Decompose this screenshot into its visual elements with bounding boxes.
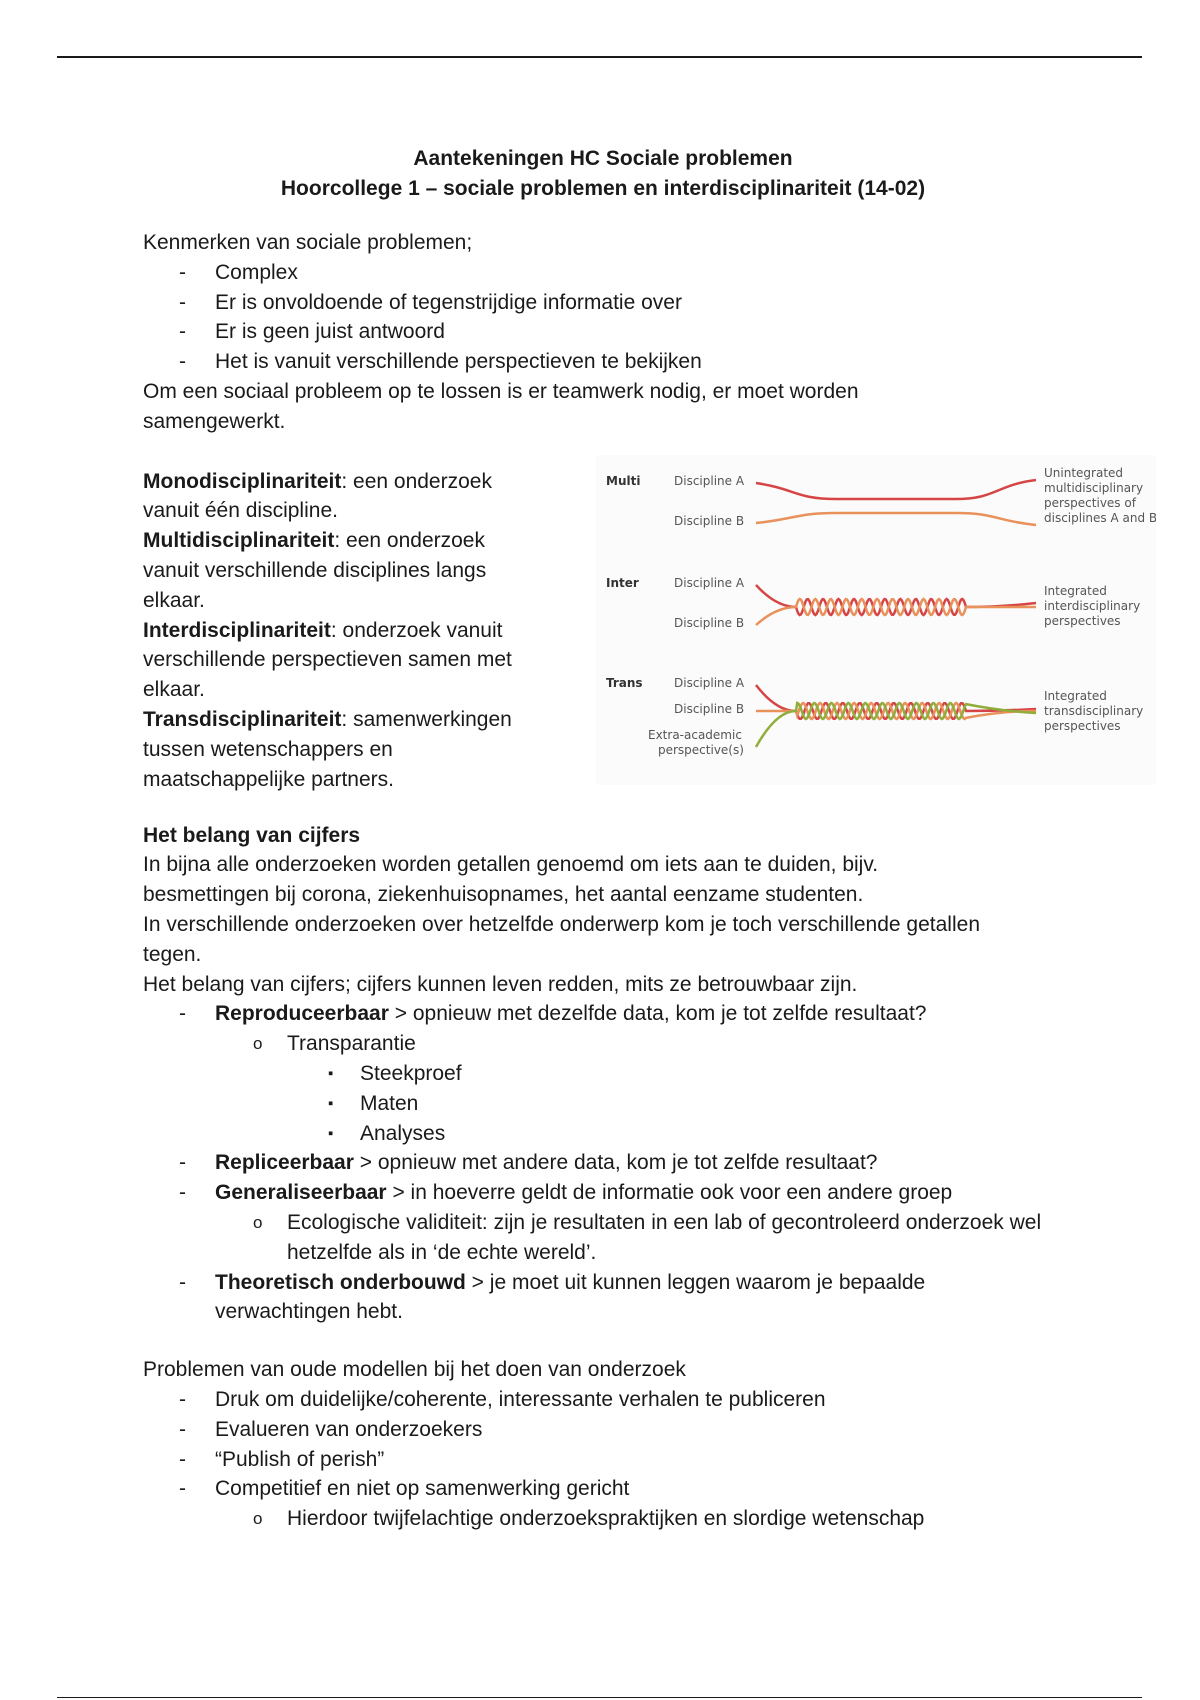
list-item: o Ecologische validiteit: zijn je resultaten in een lab of gecontroleerd onderzoek wel hetzelfde als in ‘de echte wereld’.: [253, 1210, 1042, 1264]
kenmerken-outro: Om een sociaal probleem op te lossen is er teamwerk nodig, er moet worden samengewerkt.: [143, 379, 859, 433]
document-title: [103, 144, 1103, 204]
row-label-trans: Trans: [606, 675, 643, 690]
list-item: - Het is vanuit verschillende perspectieven te bekijken: [179, 350, 702, 374]
trans-disc-a: Discipline A: [674, 675, 745, 690]
kenmerken-list: [143, 258, 1063, 377]
list-item: - Reproduceerbaar > opnieuw met dezelfde data, kom je tot zelfde resultaat?: [179, 1002, 927, 1026]
trans-out-3: perspectives: [1044, 718, 1121, 733]
problemen-list: [143, 1385, 1063, 1534]
inter-disc-a: Discipline A: [674, 575, 745, 590]
cijfers-paragraph-2: In verschillende onderzoeken over hetzelfde onderwerp kom je toch verschillende getallen tegen.: [143, 912, 980, 966]
multi-out-3: perspectives of: [1044, 495, 1136, 510]
list-item: - Druk om duidelijke/coherente, interessante verhalen te publiceren: [179, 1387, 826, 1411]
top-rule: [57, 56, 1142, 58]
multi-out-4: disciplines A and B: [1044, 510, 1156, 525]
definition-inter: Interdisciplinariteit: onderzoek vanuit verschillende perspectieven samen met elkaar.: [143, 618, 512, 702]
trans-extra-2: perspective(s): [658, 742, 744, 757]
bottom-rule: [57, 1697, 1142, 1698]
list-item: - “Publish of perish”: [179, 1447, 385, 1471]
trans-out-1: Integrated: [1044, 688, 1107, 703]
cijfers-paragraph-3: Het belang van cijfers; cijfers kunnen leven redden, mits ze betrouwbaar zijn.: [143, 972, 858, 996]
list-item: ▪ Analyses: [328, 1121, 446, 1145]
multi-out-2: multidisciplinary: [1044, 480, 1144, 495]
definitions-list: [143, 467, 543, 795]
list-item: - Repliceerbaar > opnieuw met andere data, kom je tot zelfde resultaat?: [179, 1151, 878, 1175]
list-item: - Er is geen juist antwoord: [179, 320, 445, 344]
problemen-heading: Problemen van oude modellen bij het doen van onderzoek: [143, 1358, 686, 1382]
definition-multi: Multidisciplinariteit: een onderzoek vanuit verschillende disciplines langs elkaar.: [143, 529, 487, 612]
list-item: ▪ Maten: [328, 1091, 419, 1115]
list-item: ▪ Steekproef: [328, 1061, 462, 1085]
document-body: [143, 144, 1156, 1534]
trans-extra-1: Extra-academic: [648, 727, 742, 742]
cijfers-paragraph-1: In bijna alle onderzoeken worden getallen genoemd om iets aan te duiden, bijv. besmettingen bij corona, ziekenhuisopnames, het aantal eenzame studenten.: [143, 853, 879, 907]
list-item: - Competitief en niet op samenwerking gericht: [179, 1477, 630, 1501]
multi-out-1: Unintegrated: [1044, 465, 1124, 480]
list-item: - Generaliseerbaar > in hoeverre geldt de informatie ook voor een andere groep: [179, 1181, 953, 1205]
list-item: o Transparantie: [253, 1032, 416, 1056]
multi-disc-b: Discipline B: [674, 513, 745, 528]
kenmerken-intro: Kenmerken van sociale problemen;: [143, 231, 473, 254]
disciplinarity-diagram-svg: [596, 455, 1156, 785]
multi-disc-a: Discipline A: [674, 473, 745, 488]
row-label-multi: Multi: [606, 473, 641, 488]
row-label-inter: Inter: [606, 575, 639, 590]
definition-mono: Monodisciplinariteit: een onderzoek vanuit één discipline.: [143, 469, 492, 523]
list-item: - Theoretisch onderbouwd > je moet uit kunnen leggen waarom je bepaalde verwachtingen hebt.: [179, 1270, 926, 1324]
inter-out-1: Integrated: [1044, 583, 1107, 598]
list-item: o Hierdoor twijfelachtige onderzoekspraktijken en slordige wetenschap: [253, 1507, 925, 1531]
cijfers-heading: Het belang van cijfers: [143, 823, 361, 847]
disciplinarity-diagram: [596, 455, 1156, 785]
inter-disc-b: Discipline B: [674, 615, 745, 630]
title-line-1: Aantekeningen HC Sociale problemen: [413, 147, 793, 170]
list-item: - Er is onvoldoende of tegenstrijdige informatie over: [179, 290, 682, 314]
list-item: - Complex: [179, 260, 298, 284]
list-item: - Evalueren van onderzoekers: [179, 1417, 483, 1441]
inter-out-3: perspectives: [1044, 613, 1121, 628]
cijfers-list: [143, 999, 1063, 1327]
title-line-2: Hoorcollege 1 – sociale problemen en interdisciplinariteit (14-02): [280, 177, 926, 200]
definitions-section: [143, 465, 1156, 807]
inter-out-2: interdisciplinary: [1044, 598, 1141, 613]
trans-out-2: transdisciplinary: [1044, 703, 1144, 718]
trans-disc-b: Discipline B: [674, 701, 745, 716]
definition-trans: Transdisciplinariteit: samenwerkingen tussen wetenschappers en maatschappelijke partners.: [143, 707, 512, 791]
